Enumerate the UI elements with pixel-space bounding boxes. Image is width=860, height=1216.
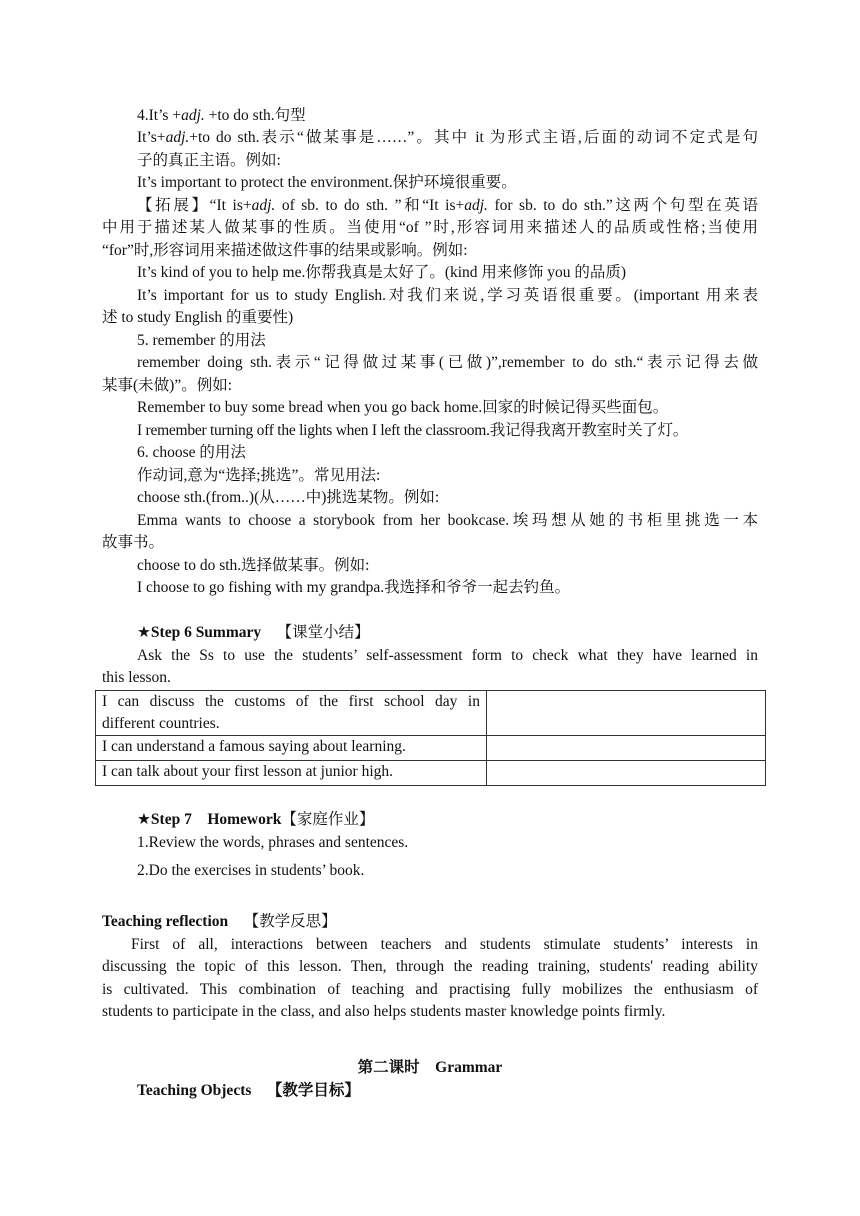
section-6-definition: 作动词,意为“选择;挑选”。常见用法: bbox=[137, 467, 381, 484]
section-4-rule-line-2: 子的真正主语。例如: bbox=[137, 152, 281, 169]
section-6-example-1-line-2: 故事书。 bbox=[102, 534, 165, 551]
table-cell-statement: I can discuss the customs of the first school day in different countries. bbox=[96, 691, 487, 736]
table-row bbox=[96, 736, 766, 761]
table-row bbox=[96, 691, 766, 736]
reflection-line-1: First of all, interactions between teachers and students stimulate students’ interests in bbox=[131, 936, 758, 953]
step-6-intro-line-2: this lesson. bbox=[102, 669, 171, 686]
table-cell-statement: I can talk about your first lesson at junior high. bbox=[96, 761, 487, 786]
table-cell-check[interactable] bbox=[487, 691, 766, 736]
section-4-title: 4.It’s +adj. +to do sth.句型 bbox=[137, 107, 306, 124]
table-cell-statement: I can understand a famous saying about learning. bbox=[96, 736, 487, 761]
section-4-example-1: It’s important to protect the environment.保护环境很重要。 bbox=[137, 174, 517, 191]
section-5-title: 5. remember 的用法 bbox=[137, 332, 266, 349]
step-6-heading: ★Step 6 Summary 【课堂小结】 bbox=[137, 624, 370, 641]
section-5-rule-line-2: 某事(未做)”。例如: bbox=[102, 377, 233, 394]
reflection-line-3: is cultivated. This combination of teaching and practising fully mobilizes the enthusiasm of bbox=[102, 981, 758, 998]
table-cell-check[interactable] bbox=[487, 736, 766, 761]
lesson-2-title: 第二课时 Grammar bbox=[357, 1059, 503, 1076]
section-6-usage-1: choose sth.(from..)(从……中)挑选某物。例如: bbox=[137, 489, 440, 506]
section-6-example-1-line-1: Emma wants to choose a storybook from her bookcase.埃玛想从她的书柜里挑选一本 bbox=[137, 512, 758, 529]
homework-item-1: 1.Review the words, phrases and sentences. bbox=[137, 834, 409, 851]
section-4-example-3-line-1: It’s important for us to study English.对我们来说,学习英语很重要。(important 用来表 bbox=[137, 287, 758, 304]
section-6-example-2: I choose to go fishing with my grandpa.我选择和爷爷一起去钓鱼。 bbox=[137, 579, 571, 596]
table-row bbox=[96, 761, 766, 786]
section-6-title: 6. choose 的用法 bbox=[137, 444, 246, 461]
section-4-example-2: It’s kind of you to help me.你帮我真是太好了。(kind 用来修饰 you 的品质) bbox=[137, 264, 627, 281]
section-4-extension-line-2: 中用于描述某人做某事的性质。当使用“of ”时,形容词用来描述人的品质或性格;当使用 bbox=[102, 219, 758, 236]
self-assessment-table bbox=[95, 690, 766, 786]
reflection-heading: Teaching reflection 【教学反思】 bbox=[102, 913, 337, 930]
section-5-rule-line-1: remember doing sth.表示“记得做过某事(已做)”,remember to do sth.“表示记得去做 bbox=[137, 354, 758, 371]
section-5-example-2: I remember turning off the lights when I left the classroom.我记得我离开教室时关了灯。 bbox=[137, 422, 688, 439]
section-4-example-3-line-2: 述 to study English 的重要性) bbox=[102, 309, 294, 326]
section-6-usage-2: choose to do sth.选择做某事。例如: bbox=[137, 557, 370, 574]
section-5-example-1: Remember to buy some bread when you go back home.回家的时候记得买些面包。 bbox=[137, 399, 669, 416]
section-4-rule-line-1: It’s+adj.+to do sth.表示“做某事是……”。其中 it 为形式主语,后面的动词不定式是句 bbox=[137, 129, 758, 146]
section-4-extension-line-3: “for”时,形容词用来描述做这件事的结果或影响。例如: bbox=[102, 242, 468, 259]
star-icon: ★ bbox=[137, 624, 151, 641]
step-6-intro-line-1: Ask the Ss to use the students’ self-assessment form to check what they have learned in bbox=[137, 647, 758, 664]
section-4-extension-line-1: 【拓展】“It is+adj. of sb. to do sth. ”和“It is+adj. for sb. to do sth.”这两个句型在英语 bbox=[137, 197, 758, 214]
reflection-line-4: students to participate in the class, and also helps students master knowledge points firmly. bbox=[102, 1003, 666, 1020]
step-7-heading: ★Step 7 Homework【家庭作业】 bbox=[137, 811, 375, 828]
table-cell-check[interactable] bbox=[487, 761, 766, 786]
homework-item-2: 2.Do the exercises in students’ book. bbox=[137, 862, 365, 879]
reflection-line-2: discussing the topic of this lesson. Then, through the reading training, students' reading ability bbox=[102, 958, 758, 975]
star-icon: ★ bbox=[137, 811, 151, 828]
teaching-objects-heading: Teaching Objects 【教学目标】 bbox=[137, 1082, 360, 1099]
